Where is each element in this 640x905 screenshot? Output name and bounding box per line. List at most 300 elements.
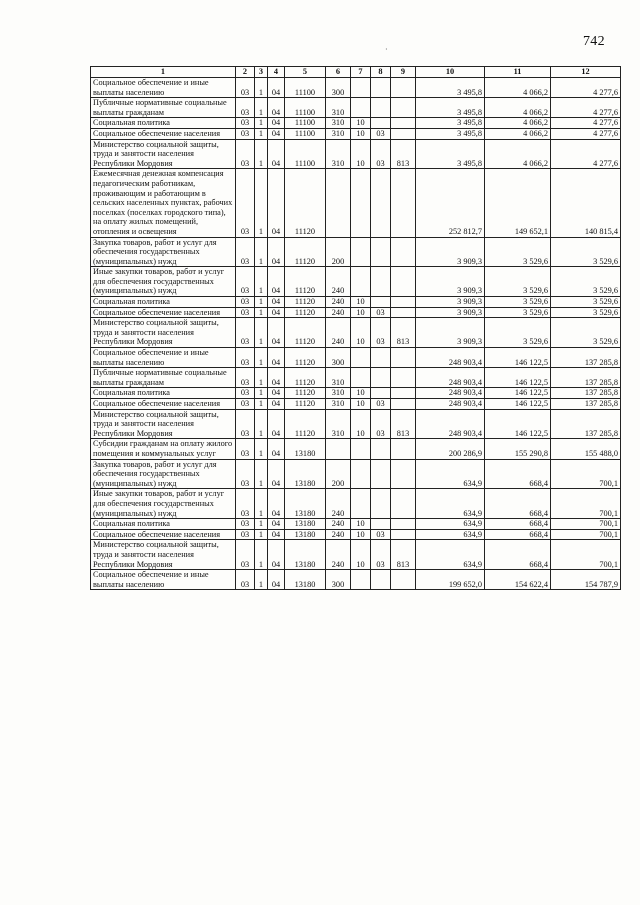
code-cell <box>351 459 371 489</box>
amount-cell: 146 122,5 <box>485 348 551 368</box>
table-row <box>91 98 621 118</box>
code-cell: 200 <box>326 459 351 489</box>
amount-cell: 4 066,2 <box>485 78 551 98</box>
code-cell <box>391 368 416 388</box>
table-row <box>91 118 621 129</box>
item-name-cell: Иные закупки товаров, работ и услуг для обеспечения государственных (муниципальных) нужд <box>91 267 236 297</box>
column-header-9: 9 <box>391 67 416 78</box>
code-cell <box>391 399 416 410</box>
amount-cell: 4 066,2 <box>485 98 551 118</box>
code-cell <box>351 169 371 237</box>
code-cell: 310 <box>326 118 351 129</box>
code-cell: 10 <box>351 118 371 129</box>
table-row <box>91 570 621 590</box>
code-cell <box>391 237 416 267</box>
code-cell <box>371 237 391 267</box>
code-cell: 1 <box>255 439 268 459</box>
amount-cell: 137 285,8 <box>551 348 621 368</box>
code-cell: 1 <box>255 459 268 489</box>
code-cell: 03 <box>236 78 255 98</box>
code-cell <box>351 78 371 98</box>
amount-cell: 4 277,6 <box>551 118 621 129</box>
item-name-cell: Социальная политика <box>91 118 236 129</box>
code-cell <box>371 98 391 118</box>
budget-table-container <box>90 66 621 590</box>
code-cell: 240 <box>326 519 351 530</box>
code-cell: 1 <box>255 78 268 98</box>
code-cell: 1 <box>255 318 268 348</box>
table-row <box>91 307 621 318</box>
code-cell: 04 <box>268 237 285 267</box>
amount-cell: 137 285,8 <box>551 409 621 439</box>
code-cell: 1 <box>255 409 268 439</box>
code-cell: 1 <box>255 128 268 139</box>
code-cell: 310 <box>326 98 351 118</box>
column-header-1: 1 <box>91 67 236 78</box>
table-row <box>91 267 621 297</box>
code-cell: 04 <box>268 399 285 410</box>
code-cell: 13180 <box>285 570 326 590</box>
code-cell: 03 <box>371 540 391 570</box>
code-cell: 04 <box>268 519 285 530</box>
table-row <box>91 237 621 267</box>
amount-cell: 4 066,2 <box>485 128 551 139</box>
code-cell <box>391 98 416 118</box>
code-cell <box>391 348 416 368</box>
amount-cell: 700,1 <box>551 529 621 540</box>
code-cell <box>371 388 391 399</box>
amount-cell: 3 495,8 <box>416 139 485 169</box>
item-name-cell: Министерство социальной защиты, труда и занятости населения Республики Мордовия <box>91 139 236 169</box>
amount-cell: 3 529,6 <box>551 267 621 297</box>
item-name-cell: Социальное обеспечение населения <box>91 307 236 318</box>
amount-cell: 634,9 <box>416 459 485 489</box>
amount-cell: 140 815,4 <box>551 169 621 237</box>
table-row <box>91 519 621 530</box>
amount-cell: 137 285,8 <box>551 368 621 388</box>
amount-cell: 248 903,4 <box>416 348 485 368</box>
amount-cell: 3 529,6 <box>485 318 551 348</box>
amount-cell: 3 495,8 <box>416 118 485 129</box>
column-header-2: 2 <box>236 67 255 78</box>
code-cell: 04 <box>268 139 285 169</box>
code-cell: 310 <box>326 399 351 410</box>
column-header-10: 10 <box>416 67 485 78</box>
amount-cell: 3 529,6 <box>551 237 621 267</box>
code-cell: 10 <box>351 307 371 318</box>
code-cell: 1 <box>255 399 268 410</box>
amount-cell: 248 903,4 <box>416 399 485 410</box>
table-row <box>91 388 621 399</box>
amount-cell: 4 277,6 <box>551 78 621 98</box>
table-row <box>91 368 621 388</box>
code-cell <box>371 459 391 489</box>
table-row <box>91 399 621 410</box>
amount-cell: 3 909,3 <box>416 237 485 267</box>
code-cell: 04 <box>268 570 285 590</box>
code-cell: 1 <box>255 368 268 388</box>
code-cell: 10 <box>351 388 371 399</box>
amount-cell: 4 066,2 <box>485 139 551 169</box>
amount-cell: 4 277,6 <box>551 139 621 169</box>
code-cell: 13180 <box>285 540 326 570</box>
table-row <box>91 297 621 308</box>
amount-cell: 668,4 <box>485 529 551 540</box>
item-name-cell: Социальное обеспечение населения <box>91 529 236 540</box>
amount-cell: 146 122,5 <box>485 409 551 439</box>
code-cell: 03 <box>236 570 255 590</box>
code-cell: 240 <box>326 267 351 297</box>
amount-cell: 3 909,3 <box>416 297 485 308</box>
code-cell: 04 <box>268 529 285 540</box>
table-row <box>91 409 621 439</box>
code-cell: 04 <box>268 267 285 297</box>
amount-cell: 668,4 <box>485 459 551 489</box>
code-cell: 11120 <box>285 388 326 399</box>
code-cell <box>391 570 416 590</box>
code-cell <box>351 368 371 388</box>
code-cell: 310 <box>326 139 351 169</box>
item-name-cell: Закупка товаров, работ и услуг для обеспечения государственных (муниципальных) нужд <box>91 237 236 267</box>
code-cell: 03 <box>236 307 255 318</box>
item-name-cell: Министерство социальной защиты, труда и занятости населения Республики Мордовия <box>91 409 236 439</box>
amount-cell: 248 903,4 <box>416 409 485 439</box>
code-cell: 1 <box>255 540 268 570</box>
code-cell: 310 <box>326 409 351 439</box>
code-cell: 04 <box>268 128 285 139</box>
column-header-4: 4 <box>268 67 285 78</box>
code-cell: 04 <box>268 409 285 439</box>
code-cell <box>391 297 416 308</box>
table-row <box>91 489 621 519</box>
amount-cell: 700,1 <box>551 489 621 519</box>
code-cell <box>351 237 371 267</box>
code-cell <box>351 489 371 519</box>
amount-cell: 137 285,8 <box>551 388 621 399</box>
code-cell <box>326 169 351 237</box>
amount-cell: 146 122,5 <box>485 388 551 399</box>
code-cell: 10 <box>351 529 371 540</box>
table-row <box>91 318 621 348</box>
amount-cell: 668,4 <box>485 489 551 519</box>
table-header <box>91 67 621 78</box>
code-cell: 240 <box>326 318 351 348</box>
code-cell: 03 <box>236 348 255 368</box>
amount-cell: 700,1 <box>551 519 621 530</box>
amount-cell: 3 529,6 <box>551 318 621 348</box>
code-cell: 03 <box>236 399 255 410</box>
amount-cell: 700,1 <box>551 459 621 489</box>
code-cell: 310 <box>326 388 351 399</box>
amount-cell: 3 495,8 <box>416 78 485 98</box>
code-cell: 1 <box>255 529 268 540</box>
code-cell <box>351 570 371 590</box>
amount-cell: 248 903,4 <box>416 368 485 388</box>
amount-cell: 3 909,3 <box>416 267 485 297</box>
code-cell: 04 <box>268 307 285 318</box>
code-cell: 11120 <box>285 237 326 267</box>
item-name-cell: Публичные нормативные социальные выплаты гражданам <box>91 98 236 118</box>
table-row <box>91 78 621 98</box>
code-cell: 310 <box>326 368 351 388</box>
code-cell: 03 <box>236 529 255 540</box>
code-cell: 13180 <box>285 439 326 459</box>
code-cell <box>351 267 371 297</box>
code-cell: 11120 <box>285 297 326 308</box>
item-name-cell: Социальное обеспечение населения <box>91 399 236 410</box>
column-header-8: 8 <box>371 67 391 78</box>
code-cell: 10 <box>351 128 371 139</box>
item-name-cell: Социальное обеспечение и иные выплаты населению <box>91 348 236 368</box>
code-cell <box>371 439 391 459</box>
code-cell <box>391 489 416 519</box>
code-cell <box>371 489 391 519</box>
code-cell: 813 <box>391 318 416 348</box>
code-cell: 10 <box>351 409 371 439</box>
amount-cell: 3 529,6 <box>551 307 621 318</box>
item-name-cell: Министерство социальной защиты, труда и занятости населения Республики Мордовия <box>91 318 236 348</box>
amount-cell: 668,4 <box>485 519 551 530</box>
code-cell: 03 <box>371 399 391 410</box>
table-row <box>91 540 621 570</box>
code-cell: 11100 <box>285 78 326 98</box>
code-cell: 310 <box>326 128 351 139</box>
code-cell: 300 <box>326 78 351 98</box>
code-cell: 03 <box>236 409 255 439</box>
column-header-11: 11 <box>485 67 551 78</box>
code-cell <box>391 459 416 489</box>
code-cell: 11120 <box>285 368 326 388</box>
column-header-3: 3 <box>255 67 268 78</box>
amount-cell: 146 122,5 <box>485 368 551 388</box>
code-cell: 03 <box>236 368 255 388</box>
amount-cell: 634,9 <box>416 529 485 540</box>
scan-speck: · <box>385 45 388 54</box>
table-row <box>91 139 621 169</box>
table-row <box>91 128 621 139</box>
table-row <box>91 529 621 540</box>
code-cell: 04 <box>268 540 285 570</box>
item-name-cell: Министерство социальной защиты, труда и занятости населения Республики Мордовия <box>91 540 236 570</box>
item-name-cell: Социальная политика <box>91 519 236 530</box>
code-cell <box>371 78 391 98</box>
code-cell: 13180 <box>285 489 326 519</box>
amount-cell: 149 652,1 <box>485 169 551 237</box>
code-cell: 03 <box>236 237 255 267</box>
amount-cell: 3 529,6 <box>485 237 551 267</box>
amount-cell: 3 529,6 <box>551 297 621 308</box>
code-cell: 1 <box>255 267 268 297</box>
code-cell <box>391 519 416 530</box>
code-cell: 1 <box>255 237 268 267</box>
table-row <box>91 439 621 459</box>
code-cell <box>351 348 371 368</box>
code-cell <box>391 118 416 129</box>
code-cell: 1 <box>255 519 268 530</box>
amount-cell: 634,9 <box>416 519 485 530</box>
code-cell: 03 <box>236 540 255 570</box>
code-cell <box>391 307 416 318</box>
amount-cell: 4 277,6 <box>551 98 621 118</box>
code-cell <box>351 439 371 459</box>
code-cell <box>371 368 391 388</box>
code-cell: 03 <box>371 139 391 169</box>
item-name-cell: Социальная политика <box>91 388 236 399</box>
code-cell <box>391 78 416 98</box>
code-cell: 03 <box>236 118 255 129</box>
code-cell: 04 <box>268 98 285 118</box>
column-header-6: 6 <box>326 67 351 78</box>
code-cell: 03 <box>236 388 255 399</box>
code-cell <box>391 529 416 540</box>
item-name-cell: Социальное обеспечение и иные выплаты населению <box>91 570 236 590</box>
code-cell: 04 <box>268 78 285 98</box>
code-cell: 1 <box>255 570 268 590</box>
code-cell <box>391 128 416 139</box>
code-cell: 11100 <box>285 128 326 139</box>
code-cell: 03 <box>236 169 255 237</box>
amount-cell: 199 652,0 <box>416 570 485 590</box>
amount-cell: 146 122,5 <box>485 399 551 410</box>
table-row <box>91 348 621 368</box>
amount-cell: 155 290,8 <box>485 439 551 459</box>
amount-cell: 3 495,8 <box>416 98 485 118</box>
code-cell: 04 <box>268 297 285 308</box>
code-cell: 10 <box>351 519 371 530</box>
code-cell: 13180 <box>285 519 326 530</box>
code-cell <box>371 267 391 297</box>
code-cell: 11120 <box>285 307 326 318</box>
code-cell: 1 <box>255 388 268 399</box>
code-cell <box>371 118 391 129</box>
amount-cell: 4 277,6 <box>551 128 621 139</box>
code-cell: 04 <box>268 459 285 489</box>
code-cell: 1 <box>255 307 268 318</box>
amount-cell: 137 285,8 <box>551 399 621 410</box>
code-cell: 03 <box>236 297 255 308</box>
column-header-12: 12 <box>551 67 621 78</box>
code-cell: 03 <box>236 139 255 169</box>
code-cell: 813 <box>391 540 416 570</box>
code-cell: 03 <box>371 409 391 439</box>
code-cell <box>326 439 351 459</box>
code-cell: 10 <box>351 540 371 570</box>
code-cell: 04 <box>268 439 285 459</box>
code-cell: 04 <box>268 388 285 399</box>
code-cell: 03 <box>236 519 255 530</box>
code-cell <box>371 519 391 530</box>
code-cell: 11100 <box>285 98 326 118</box>
code-cell: 03 <box>236 489 255 519</box>
code-cell: 1 <box>255 118 268 129</box>
code-cell: 03 <box>236 267 255 297</box>
code-cell <box>371 169 391 237</box>
code-cell: 03 <box>236 98 255 118</box>
code-cell: 04 <box>268 318 285 348</box>
code-cell: 11100 <box>285 139 326 169</box>
code-cell: 300 <box>326 348 351 368</box>
amount-cell: 634,9 <box>416 540 485 570</box>
amount-cell: 3 495,8 <box>416 128 485 139</box>
code-cell: 240 <box>326 540 351 570</box>
code-cell <box>391 169 416 237</box>
code-cell: 240 <box>326 529 351 540</box>
code-cell <box>371 297 391 308</box>
code-cell: 300 <box>326 570 351 590</box>
code-cell: 11120 <box>285 169 326 237</box>
amount-cell: 3 529,6 <box>485 307 551 318</box>
code-cell <box>351 98 371 118</box>
page-number: 742 <box>583 34 605 49</box>
code-cell <box>391 267 416 297</box>
code-cell: 04 <box>268 348 285 368</box>
code-cell: 03 <box>236 318 255 348</box>
amount-cell: 248 903,4 <box>416 388 485 399</box>
code-cell: 03 <box>371 307 391 318</box>
code-cell: 03 <box>236 128 255 139</box>
code-cell: 11100 <box>285 118 326 129</box>
code-cell <box>371 570 391 590</box>
amount-cell: 155 488,0 <box>551 439 621 459</box>
code-cell <box>371 348 391 368</box>
code-cell: 04 <box>268 118 285 129</box>
code-cell: 13180 <box>285 459 326 489</box>
code-cell: 813 <box>391 409 416 439</box>
code-cell: 1 <box>255 98 268 118</box>
column-header-7: 7 <box>351 67 371 78</box>
budget-table <box>90 66 621 590</box>
code-cell: 04 <box>268 169 285 237</box>
table-row <box>91 169 621 237</box>
amount-cell: 668,4 <box>485 540 551 570</box>
code-cell: 03 <box>236 459 255 489</box>
header-row <box>91 67 621 78</box>
item-name-cell: Иные закупки товаров, работ и услуг для обеспечения государственных (муниципальных) нужд <box>91 489 236 519</box>
amount-cell: 200 286,9 <box>416 439 485 459</box>
item-name-cell: Публичные нормативные социальные выплаты гражданам <box>91 368 236 388</box>
amount-cell: 3 909,3 <box>416 318 485 348</box>
code-cell: 10 <box>351 318 371 348</box>
item-name-cell: Закупка товаров, работ и услуг для обеспечения государственных (муниципальных) нужд <box>91 459 236 489</box>
code-cell: 04 <box>268 368 285 388</box>
code-cell: 11120 <box>285 318 326 348</box>
amount-cell: 3 529,6 <box>485 297 551 308</box>
code-cell: 813 <box>391 139 416 169</box>
code-cell: 1 <box>255 348 268 368</box>
code-cell: 10 <box>351 139 371 169</box>
code-cell: 240 <box>326 297 351 308</box>
amount-cell: 154 787,9 <box>551 570 621 590</box>
code-cell <box>391 388 416 399</box>
code-cell: 10 <box>351 297 371 308</box>
item-name-cell: Социальное обеспечение населения <box>91 128 236 139</box>
amount-cell: 700,1 <box>551 540 621 570</box>
code-cell: 1 <box>255 139 268 169</box>
table-body <box>91 78 621 590</box>
column-header-5: 5 <box>285 67 326 78</box>
code-cell: 1 <box>255 489 268 519</box>
code-cell <box>391 439 416 459</box>
item-name-cell: Социальное обеспечение и иные выплаты населению <box>91 78 236 98</box>
code-cell: 03 <box>371 529 391 540</box>
item-name-cell: Ежемесячная денежная компенсация педагогическим работникам, проживающим и работающим в сельских населенных пунктах, рабочих поселках (поселках городского типа), на оплату жилых помещений, отопления и освещения <box>91 169 236 237</box>
code-cell: 240 <box>326 307 351 318</box>
code-cell: 240 <box>326 489 351 519</box>
code-cell: 10 <box>351 399 371 410</box>
code-cell: 03 <box>371 128 391 139</box>
code-cell: 11120 <box>285 267 326 297</box>
code-cell: 1 <box>255 169 268 237</box>
